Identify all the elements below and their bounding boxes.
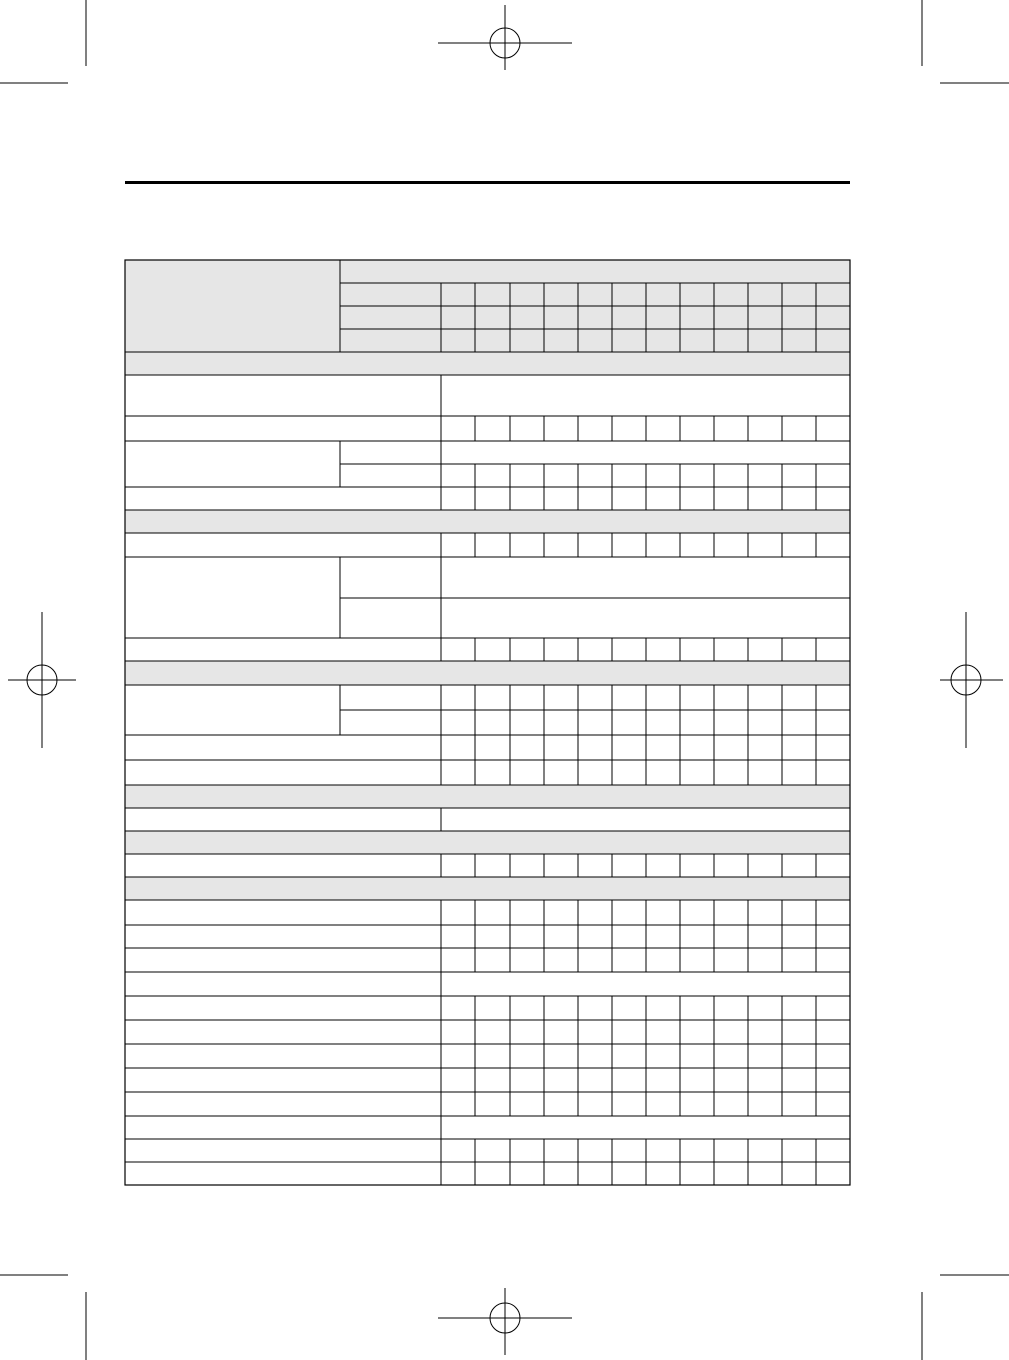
section-header-row (125, 510, 850, 533)
section-header-row (125, 785, 850, 808)
section-header-row (125, 831, 850, 854)
section-header-row (125, 661, 850, 685)
section-header-row (125, 352, 850, 375)
table-border (125, 260, 850, 1185)
section-header-row (125, 877, 850, 900)
